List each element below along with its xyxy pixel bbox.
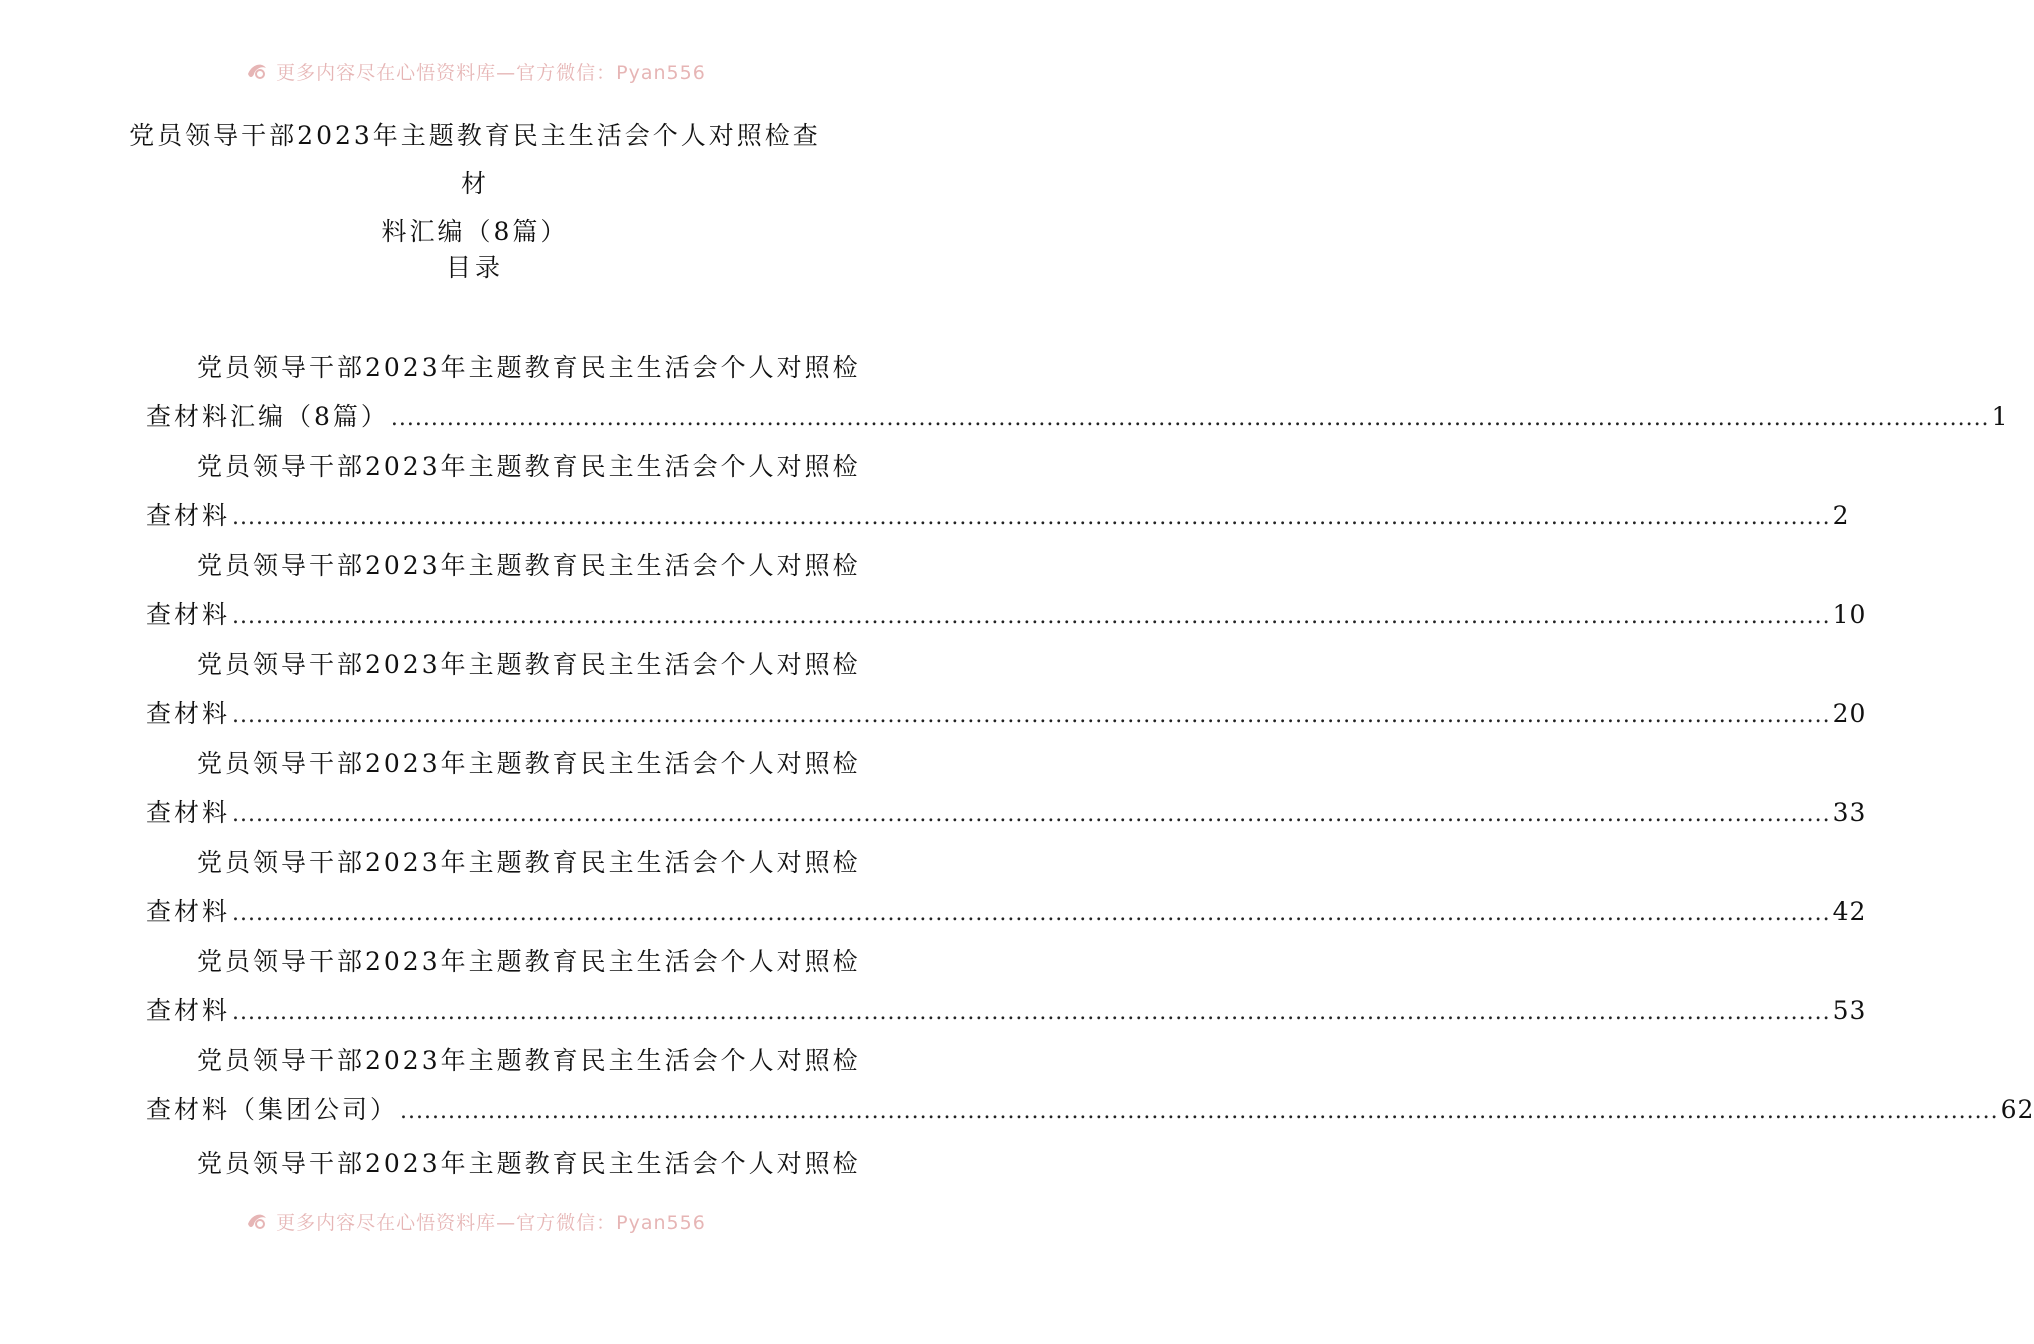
toc-entry-title-continuation: 查材料汇编（8篇） bbox=[146, 402, 389, 431]
toc-entry-title-line1: 党员领导干部2023年主题教育民主生活会个人对照检 bbox=[197, 749, 861, 778]
toc-dot-leader: ........................................................................................................................................................................................................ bbox=[232, 505, 1831, 530]
toc-entry[interactable] bbox=[146, 343, 2009, 441]
document-title bbox=[120, 112, 830, 256]
toc-page-number: 33 bbox=[1832, 798, 1867, 827]
toc-entry-title-line1: 党员领导干部2023年主题教育民主生活会个人对照检 bbox=[197, 1046, 861, 1075]
document-title-line1: 党员领导干部2023年主题教育民主生活会个人对照检查材 bbox=[129, 121, 821, 198]
toc-entry[interactable] bbox=[146, 1036, 2034, 1134]
toc-page-number: 42 bbox=[1832, 897, 1867, 926]
toc-entry-title-continuation: 查材料 bbox=[146, 996, 231, 1025]
toc-entry-title-line2 bbox=[146, 887, 1867, 936]
toc-entry[interactable] bbox=[146, 640, 1867, 738]
toc-entry-title-line2 bbox=[146, 590, 1867, 639]
toc-entry-title-line2 bbox=[146, 986, 1867, 1035]
toc-dot-leader: ........................................................................................................................................................................................................ bbox=[232, 1000, 1831, 1025]
toc-page-number: 62 bbox=[2000, 1095, 2034, 1124]
toc-entry-title-continuation: 查材料 bbox=[146, 501, 231, 530]
watermark-footer bbox=[0, 1206, 950, 1236]
toc-entry-title-continuation: 查材料（集团公司） bbox=[146, 1095, 399, 1124]
watermark-text: 更多内容尽在心悟资料库—官方微信：Pyan556 bbox=[276, 61, 706, 84]
watermark-header bbox=[0, 56, 950, 86]
toc-dot-leader: ........................................................................................................................................................................................................ bbox=[232, 604, 1831, 629]
toc-entry-title-line1: 党员领导干部2023年主题教育民主生活会个人对照检 bbox=[197, 353, 861, 382]
watermark-text: 更多内容尽在心悟资料库—官方微信：Pyan556 bbox=[276, 1211, 706, 1234]
toc-entry[interactable] bbox=[146, 739, 1867, 837]
toc-entry-title-continuation: 查材料 bbox=[146, 798, 231, 827]
toc-dot-leader: ........................................................................................................................................................................................................ bbox=[400, 1099, 1999, 1124]
toc-entry-title-line2 bbox=[146, 392, 2009, 441]
toc-dot-leader: ........................................................................................................................................................................................................ bbox=[390, 406, 1990, 431]
toc-entry-title-continuation: 查材料 bbox=[146, 897, 231, 926]
toc-entry-title-continuation: 查材料 bbox=[146, 699, 231, 728]
toc-entry-title-continuation: 查材料 bbox=[146, 600, 231, 629]
document-title-line2: 料汇编（8篇） bbox=[381, 217, 569, 246]
toc-page-number: 53 bbox=[1832, 996, 1867, 1025]
toc-dot-leader: ........................................................................................................................................................................................................ bbox=[232, 802, 1831, 827]
toc-page-number: 1 bbox=[1991, 402, 2009, 431]
toc-entry-title-line2 bbox=[146, 1085, 2034, 1134]
toc-page-number: 2 bbox=[1832, 501, 1850, 530]
toc-entry-title-line1: 党员领导干部2023年主题教育民主生活会个人对照检 bbox=[197, 452, 861, 481]
toc-dot-leader: ........................................................................................................................................................................................................ bbox=[232, 901, 1831, 926]
toc-entry-title-line1: 党员领导干部2023年主题教育民主生活会个人对照检 bbox=[197, 848, 861, 877]
toc-entry[interactable] bbox=[146, 442, 1850, 540]
toc-entry[interactable] bbox=[146, 838, 1867, 936]
watermark-logo-icon bbox=[244, 1210, 270, 1232]
toc-heading: 目录 bbox=[445, 253, 504, 282]
toc-entry-title-line2 bbox=[146, 788, 1867, 837]
toc-dot-leader: ........................................................................................................................................................................................................ bbox=[232, 703, 1831, 728]
toc-entry-partial: 党员领导干部2023年主题教育民主生活会个人对照检 bbox=[197, 1149, 861, 1178]
toc-entry[interactable] bbox=[146, 541, 1867, 639]
watermark-logo-icon bbox=[244, 60, 270, 82]
toc-entry[interactable] bbox=[146, 937, 1867, 1035]
toc-entry-title-line2 bbox=[146, 689, 1867, 738]
toc-entry-title-line2 bbox=[146, 491, 1850, 540]
toc-entry-title-line1: 党员领导干部2023年主题教育民主生活会个人对照检 bbox=[197, 947, 861, 976]
toc-page-number: 20 bbox=[1832, 699, 1867, 728]
table-of-contents bbox=[146, 343, 2034, 1135]
toc-entry-title-line1: 党员领导干部2023年主题教育民主生活会个人对照检 bbox=[197, 650, 861, 679]
toc-page-number: 10 bbox=[1832, 600, 1867, 629]
toc-entry-title-line1: 党员领导干部2023年主题教育民主生活会个人对照检 bbox=[197, 551, 861, 580]
